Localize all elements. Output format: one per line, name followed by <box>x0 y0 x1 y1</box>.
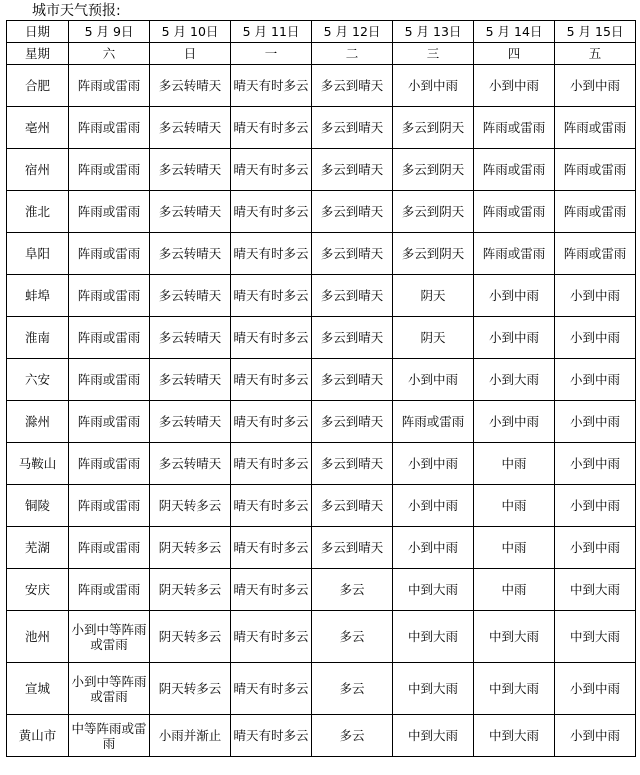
weekday-header-cell: 三 <box>393 43 474 65</box>
forecast-cell: 阵雨或雷雨 <box>555 191 636 233</box>
city-name: 宿州 <box>7 149 69 191</box>
forecast-cell: 中到大雨 <box>474 663 555 715</box>
date-header-cell: 5 月 10日 <box>150 21 231 43</box>
city-name: 池州 <box>7 611 69 663</box>
forecast-cell: 阵雨或雷雨 <box>474 191 555 233</box>
forecast-cell: 小到中等阵雨或雷雨 <box>69 611 150 663</box>
table-row <box>7 359 636 401</box>
forecast-cell: 晴天有时多云 <box>231 359 312 401</box>
table-row <box>7 65 636 107</box>
forecast-cell: 阵雨或雷雨 <box>69 275 150 317</box>
date-header-cell: 5 月 14日 <box>474 21 555 43</box>
date-header-cell: 5 月 11日 <box>231 21 312 43</box>
forecast-cell: 小到中雨 <box>555 715 636 757</box>
table-row <box>7 107 636 149</box>
date-header-cell: 5 月 9日 <box>69 21 150 43</box>
forecast-cell: 多云到阴天 <box>393 149 474 191</box>
weekday-header-cell: 一 <box>231 43 312 65</box>
city-name: 亳州 <box>7 107 69 149</box>
forecast-cell: 阵雨或雷雨 <box>69 485 150 527</box>
forecast-cell: 多云到晴天 <box>312 233 393 275</box>
forecast-cell: 晴天有时多云 <box>231 443 312 485</box>
forecast-cell: 阴天转多云 <box>150 485 231 527</box>
forecast-cell: 小到中雨 <box>555 443 636 485</box>
city-name: 铜陵 <box>7 485 69 527</box>
forecast-cell: 多云转晴天 <box>150 359 231 401</box>
forecast-cell: 多云到晴天 <box>312 317 393 359</box>
weekday-header-cell: 日 <box>150 43 231 65</box>
forecast-cell: 阵雨或雷雨 <box>474 149 555 191</box>
forecast-cell: 晴天有时多云 <box>231 191 312 233</box>
forecast-cell: 晴天有时多云 <box>231 233 312 275</box>
city-name: 淮北 <box>7 191 69 233</box>
city-name: 马鞍山 <box>7 443 69 485</box>
forecast-cell: 晴天有时多云 <box>231 107 312 149</box>
forecast-cell: 小到中雨 <box>474 317 555 359</box>
forecast-cell: 阵雨或雷雨 <box>555 233 636 275</box>
forecast-cell: 多云到晴天 <box>312 527 393 569</box>
forecast-cell: 多云 <box>312 569 393 611</box>
date-header-cell: 5 月 12日 <box>312 21 393 43</box>
forecast-cell: 晴天有时多云 <box>231 663 312 715</box>
table-row <box>7 527 636 569</box>
forecast-cell: 晴天有时多云 <box>231 149 312 191</box>
forecast-cell: 多云转晴天 <box>150 149 231 191</box>
forecast-cell: 小到中雨 <box>474 275 555 317</box>
table-row <box>7 191 636 233</box>
table-row <box>7 317 636 359</box>
table-row <box>7 275 636 317</box>
forecast-cell: 多云到晴天 <box>312 149 393 191</box>
forecast-cell: 多云到晴天 <box>312 443 393 485</box>
forecast-cell: 晴天有时多云 <box>231 485 312 527</box>
forecast-cell: 阵雨或雷雨 <box>393 401 474 443</box>
forecast-cell: 多云转晴天 <box>150 443 231 485</box>
date-header-cell: 5 月 13日 <box>393 21 474 43</box>
weekday-header-cell: 六 <box>69 43 150 65</box>
forecast-cell: 晴天有时多云 <box>231 275 312 317</box>
forecast-cell: 多云转晴天 <box>150 275 231 317</box>
table-row <box>7 149 636 191</box>
forecast-cell: 阴天转多云 <box>150 663 231 715</box>
forecast-cell: 阴天 <box>393 275 474 317</box>
forecast-cell: 多云转晴天 <box>150 401 231 443</box>
page-title: 城市天气预报: <box>32 3 121 19</box>
forecast-cell: 多云转晴天 <box>150 65 231 107</box>
weekday-header-cell: 四 <box>474 43 555 65</box>
forecast-cell: 小到中雨 <box>393 527 474 569</box>
forecast-cell: 中等阵雨或雷雨 <box>69 715 150 757</box>
weekday-header-cell: 二 <box>312 43 393 65</box>
forecast-cell: 阵雨或雷雨 <box>69 569 150 611</box>
forecast-cell: 阵雨或雷雨 <box>555 149 636 191</box>
forecast-cell: 多云到晴天 <box>312 107 393 149</box>
forecast-cell: 小到中雨 <box>393 359 474 401</box>
forecast-cell: 小到中等阵雨或雷雨 <box>69 663 150 715</box>
forecast-cell: 多云到阴天 <box>393 191 474 233</box>
forecast-cell: 多云到晴天 <box>312 191 393 233</box>
forecast-cell: 阵雨或雷雨 <box>69 191 150 233</box>
table-row <box>7 443 636 485</box>
date-header-cell: 5 月 15日 <box>555 21 636 43</box>
forecast-cell: 阵雨或雷雨 <box>69 527 150 569</box>
forecast-cell: 多云到晴天 <box>312 65 393 107</box>
forecast-cell: 多云到阴天 <box>393 233 474 275</box>
forecast-cell: 晴天有时多云 <box>231 611 312 663</box>
forecast-cell: 多云到阴天 <box>393 107 474 149</box>
forecast-cell: 晴天有时多云 <box>231 527 312 569</box>
forecast-cell: 中雨 <box>474 569 555 611</box>
city-name: 宣城 <box>7 663 69 715</box>
forecast-cell: 小到中雨 <box>555 663 636 715</box>
city-name: 安庆 <box>7 569 69 611</box>
forecast-cell: 晴天有时多云 <box>231 715 312 757</box>
forecast-cell: 多云转晴天 <box>150 233 231 275</box>
forecast-cell: 小雨并渐止 <box>150 715 231 757</box>
forecast-cell: 阵雨或雷雨 <box>474 107 555 149</box>
forecast-cell: 阴天转多云 <box>150 569 231 611</box>
forecast-cell: 中到大雨 <box>393 611 474 663</box>
forecast-table <box>6 20 636 757</box>
forecast-cell: 中雨 <box>474 485 555 527</box>
table-row <box>7 663 636 715</box>
table-row <box>7 401 636 443</box>
forecast-cell: 中到大雨 <box>393 663 474 715</box>
table-row <box>7 485 636 527</box>
forecast-cell: 阵雨或雷雨 <box>69 317 150 359</box>
weekday-header-label: 星期 <box>7 43 69 65</box>
forecast-cell: 多云转晴天 <box>150 317 231 359</box>
city-name: 淮南 <box>7 317 69 359</box>
forecast-cell: 阴天 <box>393 317 474 359</box>
forecast-cell: 多云到晴天 <box>312 401 393 443</box>
forecast-cell: 中到大雨 <box>555 611 636 663</box>
forecast-cell: 中雨 <box>474 527 555 569</box>
city-name: 黄山市 <box>7 715 69 757</box>
forecast-cell: 晴天有时多云 <box>231 401 312 443</box>
forecast-cell: 多云转晴天 <box>150 191 231 233</box>
table-row <box>7 611 636 663</box>
forecast-cell: 小到中雨 <box>393 443 474 485</box>
forecast-cell: 阵雨或雷雨 <box>69 233 150 275</box>
forecast-cell: 中雨 <box>474 443 555 485</box>
forecast-cell: 多云到晴天 <box>312 359 393 401</box>
forecast-cell: 多云到晴天 <box>312 485 393 527</box>
forecast-cell: 小到中雨 <box>474 401 555 443</box>
forecast-cell: 中到大雨 <box>474 715 555 757</box>
forecast-cell: 晴天有时多云 <box>231 65 312 107</box>
weekday-header-row <box>7 43 636 65</box>
table-row <box>7 715 636 757</box>
forecast-cell: 小到中雨 <box>555 401 636 443</box>
forecast-cell: 阵雨或雷雨 <box>555 107 636 149</box>
forecast-cell: 小到中雨 <box>474 65 555 107</box>
forecast-cell: 小到中雨 <box>393 485 474 527</box>
table-row <box>7 233 636 275</box>
table-row <box>7 569 636 611</box>
forecast-cell: 小到中雨 <box>555 317 636 359</box>
forecast-cell: 小到中雨 <box>393 65 474 107</box>
forecast-cell: 晴天有时多云 <box>231 317 312 359</box>
forecast-cell: 阵雨或雷雨 <box>69 149 150 191</box>
forecast-cell: 阵雨或雷雨 <box>474 233 555 275</box>
forecast-cell: 多云转晴天 <box>150 107 231 149</box>
forecast-cell: 晴天有时多云 <box>231 569 312 611</box>
weekday-header-cell: 五 <box>555 43 636 65</box>
date-header-row <box>7 21 636 43</box>
city-name: 芜湖 <box>7 527 69 569</box>
forecast-cell: 中到大雨 <box>393 569 474 611</box>
forecast-table-body <box>7 21 636 757</box>
forecast-cell: 小到中雨 <box>555 485 636 527</box>
date-header-label: 日期 <box>7 21 69 43</box>
forecast-cell: 小到中雨 <box>555 65 636 107</box>
city-name: 合肥 <box>7 65 69 107</box>
forecast-cell: 阴天转多云 <box>150 527 231 569</box>
forecast-cell: 小到中雨 <box>555 275 636 317</box>
forecast-cell: 阵雨或雷雨 <box>69 401 150 443</box>
city-name: 蚌埠 <box>7 275 69 317</box>
forecast-cell: 中到大雨 <box>393 715 474 757</box>
forecast-cell: 阵雨或雷雨 <box>69 443 150 485</box>
city-name: 六安 <box>7 359 69 401</box>
forecast-cell: 中到大雨 <box>474 611 555 663</box>
forecast-cell: 多云到晴天 <box>312 275 393 317</box>
forecast-cell: 小到中雨 <box>555 527 636 569</box>
forecast-cell: 小到大雨 <box>474 359 555 401</box>
forecast-cell: 阵雨或雷雨 <box>69 107 150 149</box>
forecast-cell: 阴天转多云 <box>150 611 231 663</box>
forecast-cell: 多云 <box>312 611 393 663</box>
city-name: 阜阳 <box>7 233 69 275</box>
forecast-cell: 中到大雨 <box>555 569 636 611</box>
forecast-cell: 多云 <box>312 663 393 715</box>
city-name: 滁州 <box>7 401 69 443</box>
forecast-cell: 多云 <box>312 715 393 757</box>
forecast-cell: 小到中雨 <box>555 359 636 401</box>
forecast-cell: 阵雨或雷雨 <box>69 359 150 401</box>
forecast-cell: 阵雨或雷雨 <box>69 65 150 107</box>
